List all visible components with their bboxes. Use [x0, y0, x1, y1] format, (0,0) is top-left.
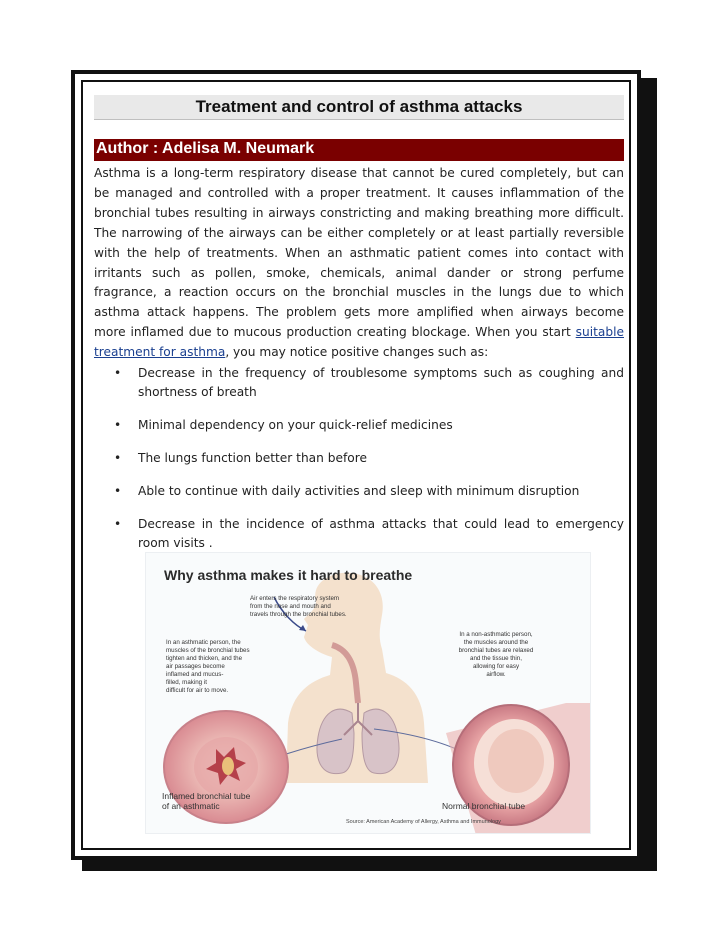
asthma-illustration — [145, 552, 591, 834]
title-bar — [94, 95, 624, 120]
bullet-icon: • — [114, 517, 122, 531]
document-title: Treatment and control of asthma attacks — [195, 97, 523, 116]
list-item-text: The lungs function better than before — [138, 451, 367, 465]
bullet-icon: • — [114, 451, 122, 465]
bullet-icon: • — [114, 366, 122, 380]
list-item — [114, 416, 624, 435]
asthmatic-person-note: In an asthmatic person, the muscles of the bronchial tubes tighten and thicken, and the air passages become inflamed and mucus- filled, making it difficult for air to move. — [166, 639, 250, 694]
list-item-text: Decrease in the frequency of troublesome symptoms such as coughing and shortness of breath — [138, 366, 624, 399]
bullet-icon: • — [114, 418, 122, 432]
list-item — [114, 482, 624, 501]
inflamed-tube-caption: Inflamed bronchial tube of an asthmatic — [162, 791, 251, 811]
air-entry-note: Air enters the respiratory system from the nose and mouth and travels through the bronchial tubes. — [250, 595, 347, 618]
author-line: Author : Adelisa M. Neumark — [96, 140, 315, 157]
list-item-text: Minimal dependency on your quick-relief medicines — [138, 418, 453, 432]
paragraph-text-before-link: Asthma is a long-term respiratory disease that cannot be cured completely, but can be managed and controlled with a proper treatment. It causes inflammation of the bronchial tubes resulting in airways constricting and making breathing more difficult. The narrowing of the airways can be either completely or at least partially reversible with the help of treatments. When an asthmatic patient comes into contact with irritants such as pollen, smoke, chemicals, animal dander or strong perfume fragrance, a reaction occurs on the bronchial muscles in the lungs due to which asthma attack happens. The problem gets more amplified when airways become more inflamed due to mucous production creating blockage. When you start — [94, 166, 624, 340]
list-item-text: Able to continue with daily activities and sleep with minimum disruption — [138, 484, 580, 498]
list-item — [114, 449, 624, 468]
bullet-icon: • — [114, 484, 122, 498]
normal-tube-caption: Normal bronchial tube — [442, 801, 526, 811]
non-asthmatic-person-note: In a non-asthmatic person, the muscles around the bronchial tubes are relaxed and the tissue thin, allowing for easy airflow. — [458, 631, 534, 678]
author-bar — [94, 139, 624, 161]
benefits-list — [114, 364, 624, 567]
list-item — [114, 364, 624, 402]
figure-title: Why asthma makes it hard to breathe — [164, 567, 413, 583]
list-item — [114, 515, 624, 553]
body-paragraph — [94, 164, 624, 363]
figure-source: Source: American Academy of Allergy, Asthma and Immunology — [346, 819, 501, 825]
list-item-text: Decrease in the incidence of asthma attacks that could lead to emergency room visits . — [138, 517, 624, 550]
asthma-treatment-link[interactable]: suitable treatment for asthma — [94, 325, 624, 360]
paragraph-text-after-link: , you may notice positive changes such as: — [225, 345, 489, 360]
